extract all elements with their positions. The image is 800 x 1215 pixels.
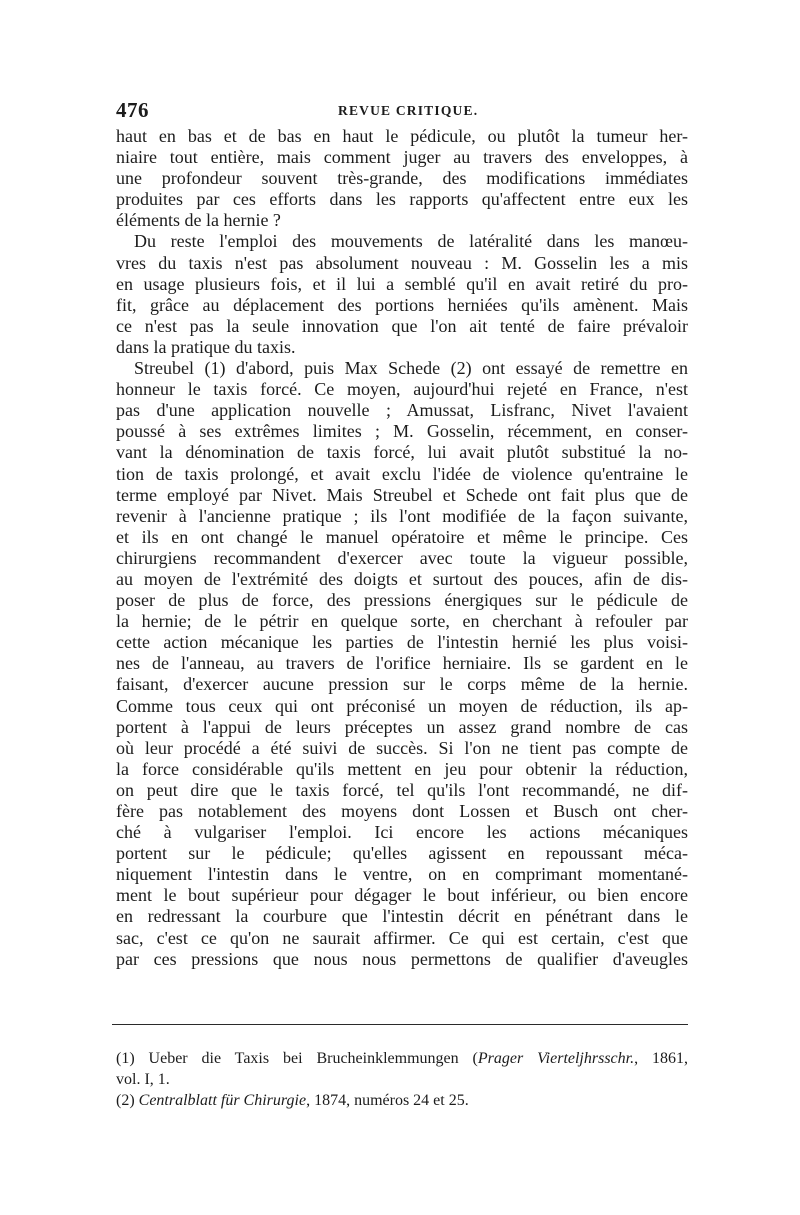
- text-line: cette action mécanique les parties de l'intestin hernié les plus voisi-: [116, 632, 688, 653]
- footnote-1-suffix: , 1861,: [634, 1050, 689, 1067]
- text-line: poser de plus de force, des pressions énergiques sur le pédicule de: [116, 590, 688, 611]
- text-line: vres du taxis n'est pas absolument nouveau : M. Gosselin les a mis: [116, 252, 688, 273]
- text-line: haut en bas et de bas en haut le pédicule, ou plutôt la tumeur her-: [116, 126, 688, 146]
- body-text: [116, 126, 688, 970]
- text-line: vant la dénomination de taxis forcé, lui avait plutôt substitué la no-: [116, 442, 688, 463]
- text-line: une profondeur souvent très-grande, des modifications immédiates: [116, 168, 688, 189]
- footnote-1-prefix: (1) Ueber die Taxis bei Brucheinklemmungen (: [116, 1050, 478, 1067]
- text-line: portent sur le pédicule; qu'elles agissent en repoussant méca-: [116, 843, 688, 864]
- footnote-1: [116, 1048, 688, 1069]
- footnotes: [116, 1048, 688, 1111]
- text-line: en redressant la courbure que l'intestin décrit en pénétrant dans le: [116, 906, 688, 927]
- text-line: éléments de la hernie ?: [116, 210, 281, 231]
- text-line: nes de l'anneau, au travers de l'orifice herniaire. Ils se gardent en le: [116, 653, 688, 674]
- text-line: en usage plusieurs fois, et il lui a semblé qu'il en avait retiré du pro-: [116, 273, 688, 294]
- page-number: 476: [116, 98, 149, 122]
- footnote-2-journal: Centralblatt für Chirurgie: [138, 1092, 307, 1109]
- text-line: poussé à ses extrêmes limites ; M. Gosselin, récemment, en conser-: [116, 421, 688, 442]
- footnote-1-continuation: vol. I, 1.: [116, 1071, 170, 1088]
- footnote-1-journal: Prager Vierteljhrsschr.: [477, 1050, 635, 1067]
- text-line: faisant, d'exercer aucune pression sur le corps même de la hernie.: [116, 674, 688, 695]
- text-line: revenir à l'ancienne pratique ; ils l'ont modifiée de la façon suivante,: [116, 505, 688, 526]
- text-line: sac, c'est ce qu'on ne saurait affirmer. Ce qui est certain, c'est que: [116, 927, 688, 948]
- footnote-2: [116, 1090, 688, 1111]
- text-line: portent à l'appui de leurs préceptes un assez grand nombre de cas: [116, 716, 688, 737]
- text-line: Comme tous ceux qui ont préconisé un moyen de réduction, ils ap-: [116, 695, 688, 716]
- text-line: produites par ces efforts dans les rapports qu'affectent entre eux les: [116, 189, 688, 210]
- text-line: la hernie; de le pétrir en quelque sorte, en cherchant à refouler par: [116, 611, 688, 632]
- text-line: Streubel (1) d'abord, puis Max Schede (2) ont essayé de remettre en: [134, 358, 688, 379]
- text-line: ce n'est pas la seule innovation que l'on ait tenté de faire prévaloir: [116, 315, 688, 336]
- text-line: Du reste l'emploi des mouvements de latéralité dans les manœu-: [134, 231, 688, 252]
- text-line: pas d'une application nouvelle ; Amussat, Lisfranc, Nivet l'avaient: [116, 400, 688, 421]
- text-line: par ces pressions que nous nous permettons de qualifier d'aveugles: [116, 948, 688, 969]
- page-header: [116, 98, 686, 126]
- text-line: honneur le taxis forcé. Ce moyen, aujourd'hui rejeté en France, n'est: [116, 379, 688, 400]
- running-title: REVUE CRITIQUE.: [338, 103, 479, 118]
- text-line: la force considérable qu'ils mettent en jeu pour obtenir la réduction,: [116, 758, 688, 779]
- text-line: on peut dire que le taxis forcé, tel qu'ils l'ont recommandé, ne dif-: [116, 779, 688, 800]
- text-line: où leur procédé a été suivi de succès. Si l'on ne tient pas compte de: [116, 737, 688, 758]
- footnote-2-prefix: (2): [116, 1092, 139, 1109]
- footnote-separator: [112, 1024, 688, 1025]
- text-line: fit, grâce au déplacement des portions herniées qu'ils amènent. Mais: [116, 294, 688, 315]
- text-line: ché à vulgariser l'emploi. Ici encore les actions mécaniques: [116, 822, 688, 843]
- text-line: tion de taxis prolongé, et avait exclu l'idée de violence qu'entraine le: [116, 463, 688, 484]
- text-line: au moyen de l'extrémité des doigts et surtout des pouces, afin de dis-: [116, 568, 688, 589]
- text-line: ment le bout supérieur pour dégager le bout inférieur, ou bien encore: [116, 885, 688, 906]
- text-line: terme employé par Nivet. Mais Streubel et Schede ont fait plus que de: [116, 484, 688, 505]
- text-line: dans la pratique du taxis.: [116, 336, 296, 357]
- text-line: niquement l'intestin dans le ventre, on en comprimant momentané-: [116, 864, 688, 885]
- footnote-2-suffix: , 1874, numéros 24 et 25.: [306, 1092, 469, 1109]
- text-line: niaire tout entière, mais comment juger au travers des enveloppes, à: [116, 147, 688, 168]
- text-line: fère pas notablement des moyens dont Lossen et Busch ont cher-: [116, 801, 688, 821]
- text-line: et ils en ont changé le manuel opératoire et même le principe. Ces: [116, 526, 688, 547]
- text-line: chirurgiens recommandent d'exercer avec toute la vigueur possible,: [116, 547, 688, 568]
